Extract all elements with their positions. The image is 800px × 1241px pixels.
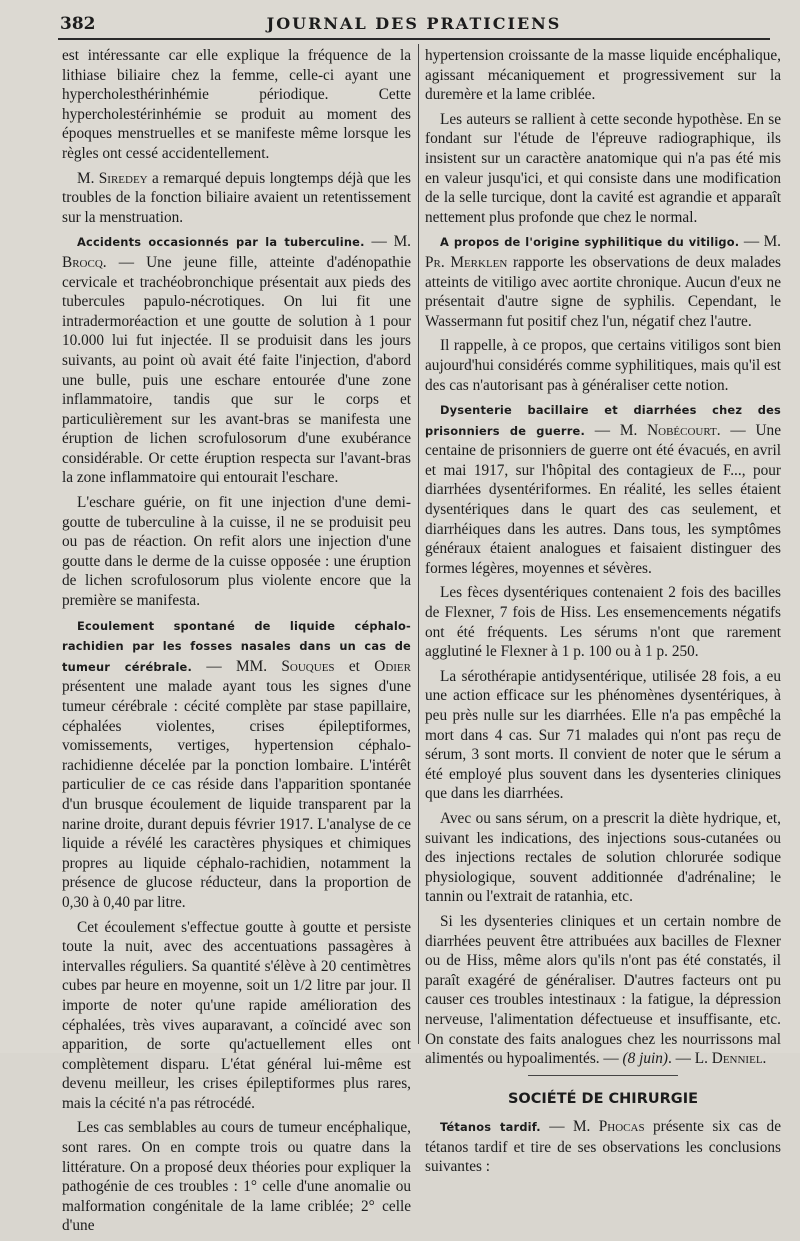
page-header [58, 8, 770, 40]
article-tuberculine [62, 232, 411, 488]
author-name: M. Siredey [77, 169, 148, 187]
article-heading: Accidents occasionnés par la tuberculine. [77, 235, 365, 250]
article-dysenterie [425, 400, 781, 578]
article-text: . — Une jeune fille, atteinte d'adénopathie cervicale et trachéobronchique présentait aux pieds des tubercules papulo-nécrotiques. On lui fit une intradermoréaction et une goutte de solution à 1 pour 10.000 lui fut injectée. Il se produisit dans les jours suivants, au point où avait été faite l'injection, d'abord une bulle, puis une eschare entourée d'une zone inflammatoire, tandis que sur le corps et particulièrement sur les avant-bras se manifesta une éruption de lichen scrofulosorum d'une exubérance considérable. Or cette éruption respecta sur l'avant-bras la zone inflammatoire qui entourait l'eschare. [62, 253, 411, 487]
author-name: Pr. Merklen [425, 253, 508, 271]
author-name: Brocq [62, 253, 103, 271]
right-column [425, 46, 781, 1182]
article-heading: Dysenterie bacillaire et diarrhées chez des prisonniers de guerre. [425, 403, 781, 438]
article-heading: Tétanos tardif. [440, 1120, 541, 1135]
paragraph: Les fèces dysentériques contenaient 2 fois des bacilles de Flexner, 7 fois de Hiss. Les ensemencements négatifs ont été fréquents. Les sérums n'ont que rarement agglutiné le Flexner à 1 p. 100 ou à 1 p. 250. [425, 584, 781, 661]
paragraph: Les auteurs se rallient à cette seconde hypothèse. En se fondant sur l'étude de l'épreuve radiographique, ils insistent sur un caractère anatomique qui n'a pas été mis en valeur jusqu'ici, et qui consiste dans une modification de la selle turcique, dont la cavité est agrandie et apparaît nettement plus profonde que chez le normal. [425, 110, 781, 226]
paragraph: La sérothérapie antidysentérique, utilisée 28 fois, a eu une action efficace sur les phénomènes dysentériques, à peu près nulle sur les diarrhées. Elle n'a pas empêché la mort dans 4 cas. Sur 71 malades qui n'ont pas reçu de sérum, 3 sont morts. Il convient de noter que le sérum a été employé plus souvent dans les dysenteries cliniques que dans les diarrhées. [425, 667, 781, 803]
article-heading: Ecoulement spontané de liquide céphalo-rachidien par les fosses nasales dans un cas de tumeur cérébrale. [62, 618, 411, 674]
article-text: présentent une malade ayant tous les signes d'une tumeur cérébrale : cécité complète par stase papillaire, céphalées violentes, crises épileptiformes, vomissements, vertiges, hypertension céphalo-rachidienne décelée par la ponction lombaire. L'intérêt particulier de ce cas réside dans l'apparition spontanée d'un brusque écoulement de liquide transparent par la narine droite, durant depuis février 1917. L'analyse de ce liquide a révélé les caractères physiques et chimiques propres au liquide céphalo-rachidien, notamment la présence de glucose réducteur, dans la proportion de 0,30 à 0,40 par litre. [62, 678, 411, 911]
session-date: (8 juin) [622, 1050, 669, 1068]
signature: Denniel [711, 1050, 763, 1068]
column-divider [418, 44, 419, 1044]
paragraph: Les cas semblables au cours de tumeur encéphalique, sont rares. On en compte trois ou quatre dans la littérature. On a proposé deux théories pour expliquer la pathogénie de ces troubles : 1° celle d'une anomalie ou malformation congénitale de la lame criblée; 2° celle d'une [62, 1119, 411, 1235]
heading-separator: — M. [584, 421, 648, 439]
paragraph [62, 169, 411, 228]
article-heading: A propos de l'origine syphilitique du vitiligo. [440, 235, 740, 250]
paragraph: est intéressante car elle explique la fréquence de la lithiase biliaire chez la femme, celle-ci ayant une hypercholesthérinhémie périodique. Cette hypercholestérinhémie se produit au moment des époques menstruelles et se manifeste même lorsque les règles ont cessé accidentellement. [62, 47, 411, 162]
page-number: 382 [60, 14, 96, 34]
section-divider [528, 1075, 678, 1076]
paragraph-text: a remarqué depuis longtemps déjà que les troubles de la fonction biliaire avaient un retentissement sur la menstruation. [62, 169, 411, 226]
article-vitiligo [425, 232, 781, 331]
paragraph: Cet écoulement s'effectue goutte à goutte et persiste toute la nuit, avec des accentuations passagères à intervalles réguliers. Sa quantité s'élève à 20 centimètres cubes par heure en moyenne, soit un 1/2 litre par jour. Il importe de noter qu'une rapide amélioration des céphalées, très vives auparavant, a coïncidé avec son apparition, de sorte qu'actuellement elles ont complètement disparu. L'état général lui-même est devenu meilleur, les crises épileptiformes plus rares, mais la cécité n'a pas rétrocédé. [62, 918, 411, 1112]
heading-separator: — M. [739, 233, 782, 251]
heading-separator: — M. [540, 1118, 599, 1136]
left-column [62, 46, 411, 1241]
paragraph [425, 912, 781, 1069]
heading-separator: — MM. [192, 657, 282, 675]
article-ecoulement [62, 616, 411, 913]
article-text: présente six cas de tétanos tardif et tire de ses observations les conclusions suivantes : [425, 1118, 781, 1176]
paragraph: hypertension croissante de la masse liquide encéphalique, agissant mécaniquement et progressivement sur la duremère et la lame criblée. [425, 47, 781, 104]
heading-separator: — M. [364, 233, 411, 251]
author-name: Souques [281, 657, 335, 675]
signature-end: . [762, 1050, 767, 1068]
article-text: rapporte les observations de deux malades atteints de vitiligo avec aortite chronique. Aucun d'eux ne présentait d'autre signe de syphilis. Cependant, le Wassermann fut positif chez l'un, négatif chez l'autre. [425, 253, 781, 330]
conjunction: et [334, 657, 375, 675]
author-name: Odier [374, 657, 411, 675]
paragraph: Avec ou sans sérum, on a prescrit la diète hydrique, et, suivant les indications, des injections sous-cutanées ou des injections rectales de solution chlorurée sodique physiologique, souvent additionnée d'adrénaline; le tannin ou l'extrait de ratanhia, etc. [425, 809, 781, 906]
paragraph: L'eschare guérie, on fit une injection d'une demi-goutte de tuberculine à la cuisse, il ne se produisit peu ou pas de réaction. On refit alors une injection d'une goutte dans le derme de la cuisse opposée : une éruption de lichen scrofulosorum plus violente encore que la première se manifesta. [62, 494, 411, 610]
article-tetanos [425, 1117, 781, 1177]
section-title: SOCIÉTÉ DE CHIRURGIE [507, 1090, 699, 1107]
article-text: . — Une centaine de prisonniers de guerre ont été évacués, en avril et mai 1917, sur l'hôpital des contagieux de F..., pour diarrhées dysentériformes. En réalité, les selles étaient dysentériques dans le quart des cas seulement, et diarrhéiques dans les autres. Dans tous, les symptômes généraux étaient analogues et faisaient distinguer des formes légères, moyennes et sévères. [425, 421, 781, 577]
journal-title: JOURNAL DES PRATICIENS [266, 14, 562, 33]
paragraph-text: Si les dysenteries cliniques et un certain nombre de diarrhées peuvent être attribuées aux bacilles de Flexner ou de Hiss, même alors qu'ils n'ont pas été constatés, il paraît exagéré de généraliser. D'autres facteurs ont pu causer ces troubles intestinaux : la fatigue, la dépression nerveuse, l'alimentation défectueuse et insuffisante, etc. On constate des faits analogues chez les nourrissons mal alimentés ou hypoalimentés. — [425, 912, 781, 1068]
signature-separator: . — L. [668, 1050, 712, 1068]
paragraph: Il rappelle, à ce propos, que certains vitiligos sont bien aujourd'hui considérés comme syphilitiques, mais qu'il est des cas n'autorisant pas à généraliser cette notion. [425, 337, 782, 394]
author-name: Phocas [598, 1118, 645, 1136]
author-name: Nobécourt [647, 421, 717, 439]
